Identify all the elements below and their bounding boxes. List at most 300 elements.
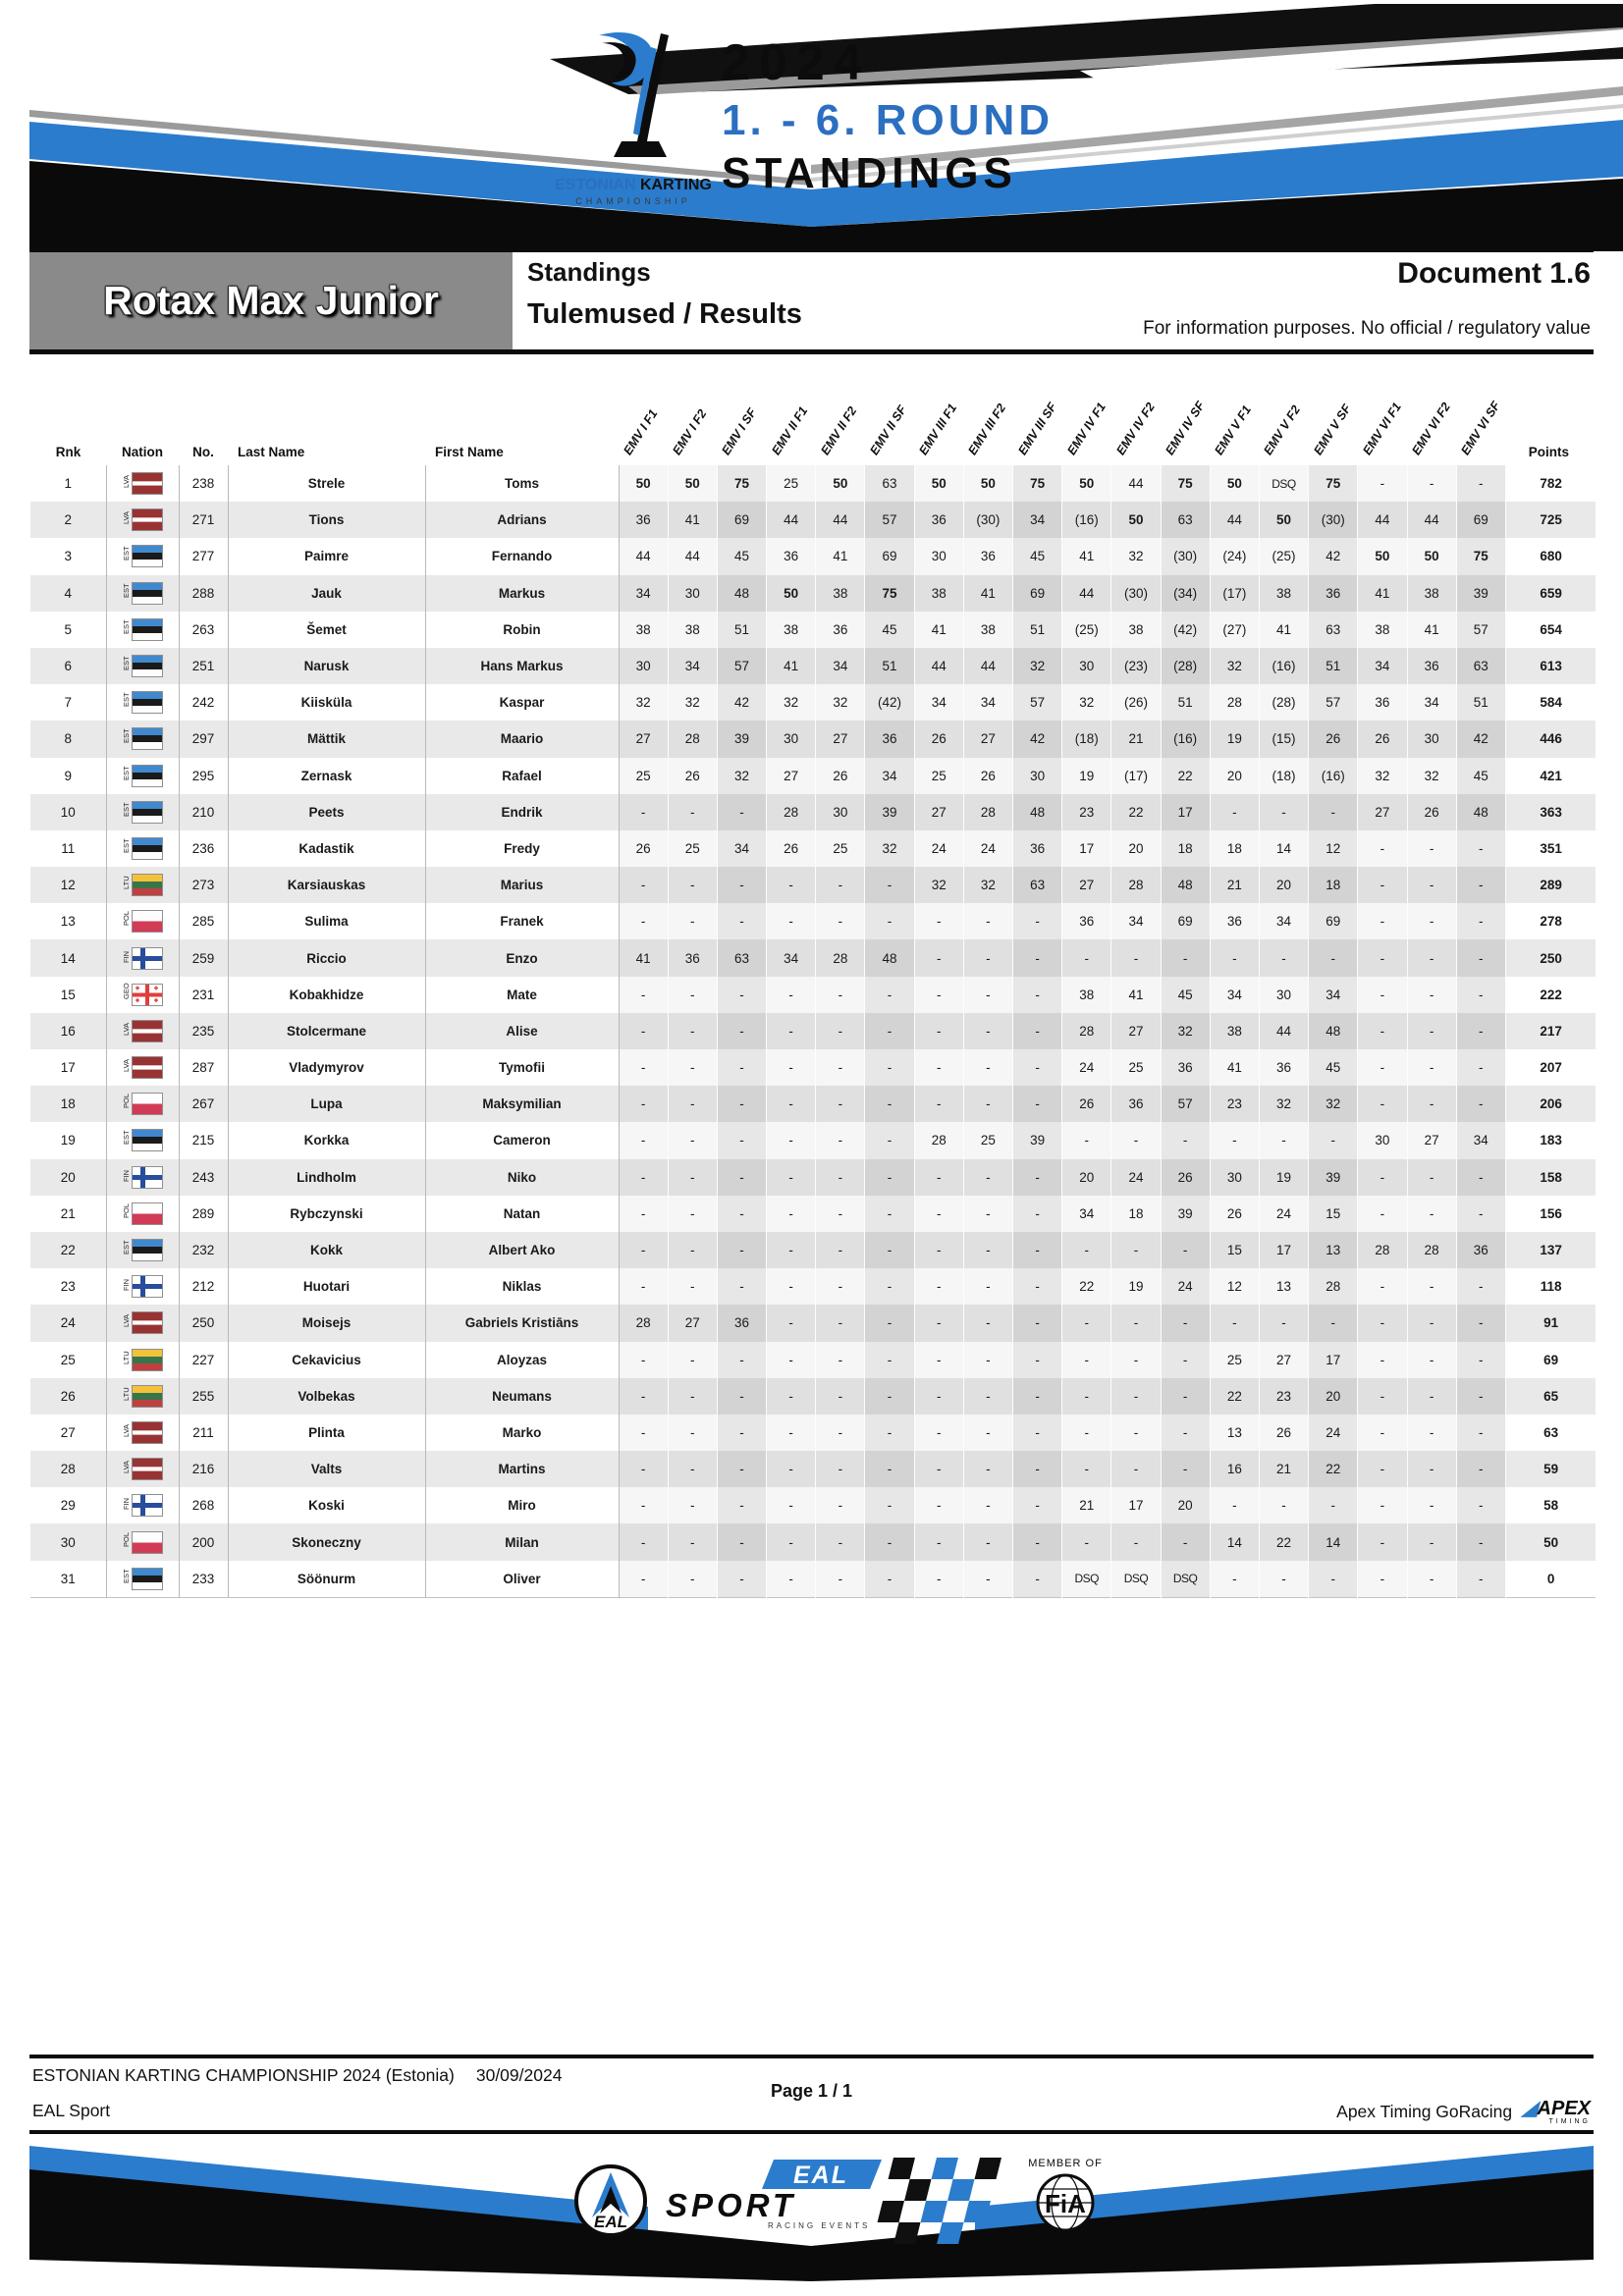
score-cell: 26 bbox=[816, 758, 865, 794]
score-cell: - bbox=[1309, 794, 1358, 830]
score-cell: - bbox=[914, 1268, 963, 1305]
score-cell: - bbox=[914, 903, 963, 939]
column-header-race bbox=[865, 361, 914, 465]
score-cell: - bbox=[914, 977, 963, 1013]
score-cell: 32 bbox=[1407, 758, 1456, 794]
score-cell: - bbox=[816, 1487, 865, 1523]
score-cell: - bbox=[1013, 1159, 1062, 1196]
points-cell: 0 bbox=[1546, 1571, 1555, 1586]
standings-row bbox=[30, 1086, 1596, 1122]
kart-number-cell: 215 bbox=[179, 1122, 228, 1158]
flag-geo-icon bbox=[132, 984, 163, 1006]
score-cell: 27 bbox=[816, 721, 865, 757]
score-cell: - bbox=[1161, 939, 1210, 976]
score-cell: 50 bbox=[619, 465, 668, 502]
score-cell: 50 bbox=[668, 465, 717, 502]
score-cell: 34 bbox=[1062, 1196, 1111, 1232]
points-cell: 289 bbox=[1540, 878, 1562, 893]
score-cell: 22 bbox=[1062, 1268, 1111, 1305]
score-cell: 38 bbox=[914, 575, 963, 612]
first-name-cell: Toms bbox=[425, 465, 619, 502]
points-cell: 91 bbox=[1543, 1315, 1559, 1331]
score-cell: 69 bbox=[1161, 903, 1210, 939]
score-cell: - bbox=[619, 1086, 668, 1122]
score-cell: 39 bbox=[865, 794, 914, 830]
rank-cell: 21 bbox=[30, 1196, 106, 1232]
eal-sport-word3: RACING EVENTS bbox=[768, 2221, 871, 2230]
score-cell: 28 bbox=[1309, 1268, 1358, 1305]
score-cell: - bbox=[816, 1451, 865, 1487]
race-header-label: EMV IV SF bbox=[1163, 399, 1208, 457]
nation-code: POL bbox=[122, 1094, 131, 1109]
race-header-label: EMV II SF bbox=[867, 402, 909, 457]
score-cell: - bbox=[1407, 1378, 1456, 1415]
score-cell: - bbox=[1456, 1268, 1505, 1305]
kart-number-cell: 277 bbox=[179, 538, 228, 574]
score-cell: - bbox=[717, 1378, 766, 1415]
nation-cell bbox=[106, 1415, 179, 1451]
kart-number-cell: 259 bbox=[179, 939, 228, 976]
nation-code: FIN bbox=[122, 1498, 131, 1511]
first-name-cell: Maario bbox=[425, 721, 619, 757]
score-cell: - bbox=[1111, 1232, 1161, 1268]
race-header-label: EMV III SF bbox=[1014, 400, 1059, 457]
score-cell: - bbox=[619, 1342, 668, 1378]
score-cell: - bbox=[767, 1487, 816, 1523]
flag-est-icon bbox=[132, 582, 163, 605]
score-cell: 50 bbox=[816, 465, 865, 502]
nation-code: EST bbox=[122, 546, 131, 561]
score-cell: 26 bbox=[1210, 1196, 1259, 1232]
score-cell: - bbox=[767, 977, 816, 1013]
score-cell: - bbox=[1358, 1159, 1407, 1196]
race-header-label: EMV I F2 bbox=[670, 406, 710, 457]
score-cell: 13 bbox=[1309, 1232, 1358, 1268]
header-standings: STANDINGS bbox=[722, 149, 1017, 197]
standings-row bbox=[30, 1451, 1596, 1487]
score-cell: - bbox=[668, 794, 717, 830]
score-cell: - bbox=[1161, 1378, 1210, 1415]
column-header-rnk: Rnk bbox=[55, 445, 81, 459]
kart-number-cell: 288 bbox=[179, 575, 228, 612]
score-cell: - bbox=[1161, 1305, 1210, 1341]
nation-code: EST bbox=[122, 692, 131, 708]
score-cell: 63 bbox=[717, 939, 766, 976]
score-cell: - bbox=[865, 977, 914, 1013]
score-cell: - bbox=[1456, 1451, 1505, 1487]
score-cell: 28 bbox=[668, 721, 717, 757]
nation-code: POL bbox=[122, 1202, 131, 1218]
score-cell: - bbox=[1111, 1122, 1161, 1158]
nation-cell bbox=[106, 1342, 179, 1378]
score-cell: 51 bbox=[1456, 684, 1505, 721]
score-cell: 44 bbox=[1259, 1013, 1308, 1049]
flag-pol-icon bbox=[132, 1093, 163, 1115]
score-cell: 51 bbox=[1013, 612, 1062, 648]
score-cell: 23 bbox=[1210, 1086, 1259, 1122]
last-name-cell: Jauk bbox=[228, 575, 425, 612]
score-cell: 32 bbox=[1111, 538, 1161, 574]
score-cell: - bbox=[1111, 1415, 1161, 1451]
score-cell: 39 bbox=[1309, 1159, 1358, 1196]
score-cell: - bbox=[1062, 1342, 1111, 1378]
nation-cell bbox=[106, 1086, 179, 1122]
column-header-race bbox=[1309, 361, 1358, 465]
score-cell: - bbox=[914, 1561, 963, 1598]
rank-cell: 20 bbox=[30, 1159, 106, 1196]
score-cell: - bbox=[1456, 1159, 1505, 1196]
nation-cell bbox=[106, 1268, 179, 1305]
score-cell: 41 bbox=[1259, 612, 1308, 648]
score-cell: - bbox=[865, 1122, 914, 1158]
nation-cell bbox=[106, 684, 179, 721]
points-cell: 217 bbox=[1540, 1023, 1562, 1039]
race-header-label: EMV VI F1 bbox=[1360, 400, 1404, 457]
score-cell: - bbox=[717, 1159, 766, 1196]
score-cell: 51 bbox=[717, 612, 766, 648]
rank-cell: 6 bbox=[30, 648, 106, 684]
score-cell: DSQ bbox=[1161, 1561, 1210, 1598]
points-cell: 50 bbox=[1543, 1534, 1559, 1550]
score-cell: 41 bbox=[914, 612, 963, 648]
score-cell: 34 bbox=[1210, 977, 1259, 1013]
score-cell: 25 bbox=[1111, 1049, 1161, 1086]
score-cell: - bbox=[1013, 903, 1062, 939]
score-cell: - bbox=[1259, 1487, 1308, 1523]
score-cell: - bbox=[865, 1196, 914, 1232]
rank-cell: 22 bbox=[30, 1232, 106, 1268]
standings-row bbox=[30, 1415, 1596, 1451]
score-cell: 51 bbox=[1161, 684, 1210, 721]
flag-pol-icon bbox=[132, 1531, 163, 1554]
race-header-label: EMV V SF bbox=[1310, 401, 1354, 457]
standings-row bbox=[30, 1232, 1596, 1268]
column-header-race bbox=[668, 361, 717, 465]
flag-ltu-icon bbox=[132, 1385, 163, 1408]
first-name-cell: Rafael bbox=[425, 758, 619, 794]
race-header-label: EMV II F2 bbox=[818, 403, 860, 457]
score-cell: - bbox=[1358, 977, 1407, 1013]
score-cell: - bbox=[717, 1122, 766, 1158]
score-cell: - bbox=[619, 1013, 668, 1049]
race-header-label: EMV V F2 bbox=[1261, 402, 1304, 457]
score-cell: (16) bbox=[1259, 648, 1308, 684]
rank-cell: 30 bbox=[30, 1523, 106, 1560]
score-cell: - bbox=[1013, 977, 1062, 1013]
score-cell: - bbox=[767, 1013, 816, 1049]
score-cell: 45 bbox=[717, 538, 766, 574]
score-cell: 20 bbox=[1161, 1487, 1210, 1523]
score-cell: (42) bbox=[1161, 612, 1210, 648]
nation-code: LVA bbox=[122, 1423, 131, 1437]
score-cell: 34 bbox=[1358, 648, 1407, 684]
score-cell: 26 bbox=[767, 830, 816, 867]
score-cell: - bbox=[865, 1086, 914, 1122]
kart-number-cell: 236 bbox=[179, 830, 228, 867]
score-cell: 34 bbox=[1407, 684, 1456, 721]
score-cell: 22 bbox=[1161, 758, 1210, 794]
score-cell: 25 bbox=[963, 1122, 1012, 1158]
score-cell: 36 bbox=[963, 538, 1012, 574]
score-cell: 32 bbox=[1309, 1086, 1358, 1122]
kart-number-cell: 232 bbox=[179, 1232, 228, 1268]
kart-number-cell: 268 bbox=[179, 1487, 228, 1523]
score-cell: - bbox=[963, 1378, 1012, 1415]
score-cell: - bbox=[1111, 1342, 1161, 1378]
score-cell: 18 bbox=[1210, 830, 1259, 867]
score-cell: (26) bbox=[1111, 684, 1161, 721]
score-cell: - bbox=[865, 1561, 914, 1598]
score-cell: - bbox=[668, 1122, 717, 1158]
score-cell: - bbox=[1013, 1523, 1062, 1560]
nation-cell bbox=[106, 1487, 179, 1523]
score-cell: 48 bbox=[1013, 794, 1062, 830]
nation-cell bbox=[106, 1196, 179, 1232]
score-cell: - bbox=[619, 1122, 668, 1158]
score-cell: - bbox=[619, 1523, 668, 1560]
score-cell: - bbox=[1111, 1451, 1161, 1487]
last-name-cell: Zernask bbox=[228, 758, 425, 794]
score-cell: 28 bbox=[963, 794, 1012, 830]
rank-cell: 27 bbox=[30, 1415, 106, 1451]
score-cell: 39 bbox=[1013, 1122, 1062, 1158]
score-cell: - bbox=[1013, 939, 1062, 976]
nation-code: EST bbox=[122, 583, 131, 598]
score-cell: (34) bbox=[1161, 575, 1210, 612]
score-cell: - bbox=[1259, 1122, 1308, 1158]
score-cell: - bbox=[767, 903, 816, 939]
score-cell: 22 bbox=[1210, 1378, 1259, 1415]
score-cell: - bbox=[1456, 1013, 1505, 1049]
kart-number-cell: 227 bbox=[179, 1342, 228, 1378]
score-cell: - bbox=[914, 1013, 963, 1049]
score-cell: - bbox=[816, 1378, 865, 1415]
kart-number-cell: 297 bbox=[179, 721, 228, 757]
score-cell: - bbox=[816, 1122, 865, 1158]
column-header-race bbox=[717, 361, 766, 465]
first-name-cell: Markus bbox=[425, 575, 619, 612]
points-cell: 725 bbox=[1540, 512, 1562, 528]
score-cell: - bbox=[1013, 1013, 1062, 1049]
score-cell: - bbox=[619, 903, 668, 939]
flag-ltu-icon bbox=[132, 874, 163, 896]
score-cell: (18) bbox=[1062, 721, 1111, 757]
score-cell: 24 bbox=[1111, 1159, 1161, 1196]
score-cell: - bbox=[717, 794, 766, 830]
standings-row bbox=[30, 648, 1596, 684]
flag-fin-icon bbox=[132, 947, 163, 970]
score-cell: - bbox=[914, 1523, 963, 1560]
score-cell: - bbox=[1407, 1013, 1456, 1049]
column-header-nation: Nation bbox=[122, 445, 163, 459]
score-cell: 48 bbox=[717, 575, 766, 612]
score-cell: 26 bbox=[914, 721, 963, 757]
score-cell: - bbox=[619, 1159, 668, 1196]
score-cell: 50 bbox=[767, 575, 816, 612]
kart-number-cell: 242 bbox=[179, 684, 228, 721]
score-cell: - bbox=[914, 1232, 963, 1268]
score-cell: - bbox=[1062, 1451, 1111, 1487]
score-cell: - bbox=[816, 1013, 865, 1049]
score-cell: 38 bbox=[767, 612, 816, 648]
score-cell: 63 bbox=[865, 465, 914, 502]
flag-est-icon bbox=[132, 618, 163, 641]
logo-karting: KARTING bbox=[639, 177, 712, 193]
last-name-cell: Strele bbox=[228, 465, 425, 502]
score-cell: (27) bbox=[1210, 612, 1259, 648]
score-cell: - bbox=[1358, 1268, 1407, 1305]
score-cell: - bbox=[963, 1049, 1012, 1086]
flag-est-icon bbox=[132, 837, 163, 860]
kart-number-cell: 250 bbox=[179, 1305, 228, 1341]
score-cell: 26 bbox=[1259, 1415, 1308, 1451]
score-cell: - bbox=[914, 1305, 963, 1341]
score-cell: 50 bbox=[1358, 538, 1407, 574]
nation-code: POL bbox=[122, 1531, 131, 1547]
first-name-cell: Miro bbox=[425, 1487, 619, 1523]
flag-pol-icon bbox=[132, 910, 163, 933]
score-cell: - bbox=[1456, 1487, 1505, 1523]
score-cell: - bbox=[619, 1487, 668, 1523]
score-cell: 44 bbox=[816, 502, 865, 538]
nation-code: POL bbox=[122, 911, 131, 927]
score-cell: - bbox=[1358, 867, 1407, 903]
score-cell: - bbox=[717, 1415, 766, 1451]
last-name-cell: Tions bbox=[228, 502, 425, 538]
score-cell: 36 bbox=[1358, 684, 1407, 721]
last-name-cell: Vladymyrov bbox=[228, 1049, 425, 1086]
points-cell: 59 bbox=[1543, 1462, 1559, 1477]
score-cell: - bbox=[668, 1013, 717, 1049]
kart-number-cell: 216 bbox=[179, 1451, 228, 1487]
standings-row bbox=[30, 903, 1596, 939]
score-cell: 26 bbox=[963, 758, 1012, 794]
standings-row bbox=[30, 684, 1596, 721]
first-name-cell: Robin bbox=[425, 612, 619, 648]
flag-est-icon bbox=[132, 1568, 163, 1590]
last-name-cell: Lindholm bbox=[228, 1159, 425, 1196]
score-cell: - bbox=[1358, 1049, 1407, 1086]
race-header-label: EMV V F1 bbox=[1212, 402, 1255, 457]
score-cell: - bbox=[619, 1451, 668, 1487]
rank-cell: 14 bbox=[30, 939, 106, 976]
score-cell: - bbox=[767, 1049, 816, 1086]
column-header-race bbox=[1161, 361, 1210, 465]
logo-estonian: ESTONIAN bbox=[555, 177, 636, 193]
column-header-race bbox=[816, 361, 865, 465]
score-cell: 63 bbox=[1161, 502, 1210, 538]
score-cell: 44 bbox=[1062, 575, 1111, 612]
score-cell: 39 bbox=[717, 721, 766, 757]
score-cell: 20 bbox=[1309, 1378, 1358, 1415]
flag-lva-icon bbox=[132, 1458, 163, 1480]
first-name-cell: Natan bbox=[425, 1196, 619, 1232]
flag-fin-icon bbox=[132, 1166, 163, 1189]
score-cell: - bbox=[1358, 939, 1407, 976]
score-cell: 20 bbox=[1259, 867, 1308, 903]
score-cell: 44 bbox=[1210, 502, 1259, 538]
score-cell: - bbox=[1358, 1487, 1407, 1523]
score-cell: - bbox=[1161, 1415, 1210, 1451]
rank-cell: 29 bbox=[30, 1487, 106, 1523]
score-cell: - bbox=[816, 1232, 865, 1268]
race-header-label: EMV VI SF bbox=[1458, 399, 1503, 457]
score-cell: DSQ bbox=[1259, 465, 1308, 502]
score-cell: - bbox=[1062, 1305, 1111, 1341]
score-cell: 27 bbox=[1358, 794, 1407, 830]
nation-code: EST bbox=[122, 766, 131, 780]
score-cell: 21 bbox=[1062, 1487, 1111, 1523]
score-cell: 34 bbox=[668, 648, 717, 684]
score-cell: - bbox=[1358, 1523, 1407, 1560]
nation-cell bbox=[106, 1049, 179, 1086]
score-cell: - bbox=[1456, 977, 1505, 1013]
standings-row bbox=[30, 830, 1596, 867]
score-cell: - bbox=[1161, 1451, 1210, 1487]
eal-circle-logo bbox=[572, 2163, 649, 2244]
standings-row bbox=[30, 1523, 1596, 1560]
race-header-label: EMV II F1 bbox=[768, 403, 810, 457]
score-cell: 38 bbox=[1111, 612, 1161, 648]
flag-est-icon bbox=[132, 765, 163, 787]
score-cell: - bbox=[1456, 1196, 1505, 1232]
column-header-race bbox=[1111, 361, 1161, 465]
column-header-race bbox=[1358, 361, 1407, 465]
score-cell: 50 bbox=[1111, 502, 1161, 538]
score-cell: - bbox=[816, 1415, 865, 1451]
score-cell: 28 bbox=[914, 1122, 963, 1158]
first-name-cell: Alise bbox=[425, 1013, 619, 1049]
standings-row bbox=[30, 794, 1596, 830]
score-cell: - bbox=[963, 1232, 1012, 1268]
score-cell: - bbox=[816, 867, 865, 903]
score-cell: 34 bbox=[914, 684, 963, 721]
last-name-cell: Mättik bbox=[228, 721, 425, 757]
standings-row bbox=[30, 758, 1596, 794]
score-cell: 50 bbox=[1210, 465, 1259, 502]
score-cell: 44 bbox=[1111, 465, 1161, 502]
score-cell: - bbox=[963, 1451, 1012, 1487]
race-header-label: EMV III F2 bbox=[965, 400, 1009, 457]
score-cell: - bbox=[914, 939, 963, 976]
points-cell: 58 bbox=[1543, 1498, 1559, 1514]
score-cell: 32 bbox=[619, 684, 668, 721]
score-cell: - bbox=[1062, 939, 1111, 976]
last-name-cell: Rybczynski bbox=[228, 1196, 425, 1232]
rank-cell: 23 bbox=[30, 1268, 106, 1305]
score-cell: - bbox=[668, 1342, 717, 1378]
score-cell: (42) bbox=[865, 684, 914, 721]
score-cell: - bbox=[1210, 939, 1259, 976]
score-cell: - bbox=[865, 1378, 914, 1415]
score-cell: - bbox=[914, 1378, 963, 1415]
score-cell: 32 bbox=[1013, 648, 1062, 684]
points-cell: 69 bbox=[1543, 1352, 1559, 1367]
nation-code: LVA bbox=[122, 1022, 131, 1036]
score-cell: 41 bbox=[619, 939, 668, 976]
rank-cell: 4 bbox=[30, 575, 106, 612]
score-cell: - bbox=[816, 977, 865, 1013]
score-cell: 27 bbox=[1111, 1013, 1161, 1049]
nation-code: EST bbox=[122, 1569, 131, 1583]
race-header-label: EMV IV F1 bbox=[1063, 400, 1109, 457]
score-cell: 30 bbox=[914, 538, 963, 574]
nation-cell bbox=[106, 575, 179, 612]
score-cell: 41 bbox=[1062, 538, 1111, 574]
score-cell: 28 bbox=[1210, 684, 1259, 721]
column-header-race bbox=[767, 361, 816, 465]
last-name-cell: Narusk bbox=[228, 648, 425, 684]
